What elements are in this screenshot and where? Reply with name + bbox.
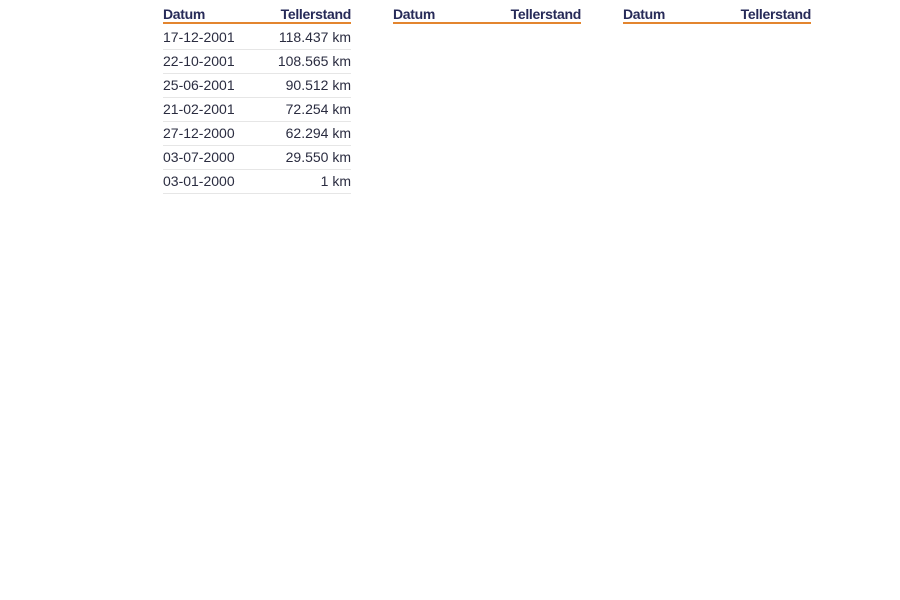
table-body	[163, 26, 351, 194]
table-row	[163, 170, 351, 194]
row-odometer: 90.512 km	[285, 77, 351, 93]
table-row	[163, 122, 351, 146]
table-header	[163, 6, 351, 24]
table-row	[163, 74, 351, 98]
row-date: 17-12-2001	[163, 29, 235, 45]
row-date: 03-01-2000	[163, 173, 235, 189]
row-date: 25-06-2001	[163, 77, 235, 93]
row-odometer: 29.550 km	[285, 149, 351, 165]
row-odometer: 62.294 km	[285, 125, 351, 141]
header-odometer: Tellerstand	[280, 6, 351, 22]
header-odometer: Tellerstand	[740, 6, 811, 22]
row-odometer: 118.437 km	[278, 29, 351, 45]
header-odometer: Tellerstand	[510, 6, 581, 22]
table-row	[163, 26, 351, 50]
row-date: 22-10-2001	[163, 53, 235, 69]
table-header	[623, 6, 811, 24]
header-date: Datum	[393, 6, 436, 22]
row-odometer: 1 km	[320, 173, 351, 189]
odometer-table-2	[393, 6, 581, 24]
row-date: 27-12-2000	[163, 125, 235, 141]
table-header	[393, 6, 581, 24]
table-row	[163, 98, 351, 122]
table-row	[163, 50, 351, 74]
odometer-table-1	[163, 6, 351, 194]
header-date: Datum	[623, 6, 666, 22]
row-date: 21-02-2001	[163, 101, 235, 117]
odometer-table-3	[623, 6, 811, 24]
row-odometer: 72.254 km	[285, 101, 351, 117]
row-date: 03-07-2000	[163, 149, 235, 165]
table-row	[163, 146, 351, 170]
row-odometer: 108.565 km	[277, 53, 351, 69]
header-date: Datum	[163, 6, 206, 22]
